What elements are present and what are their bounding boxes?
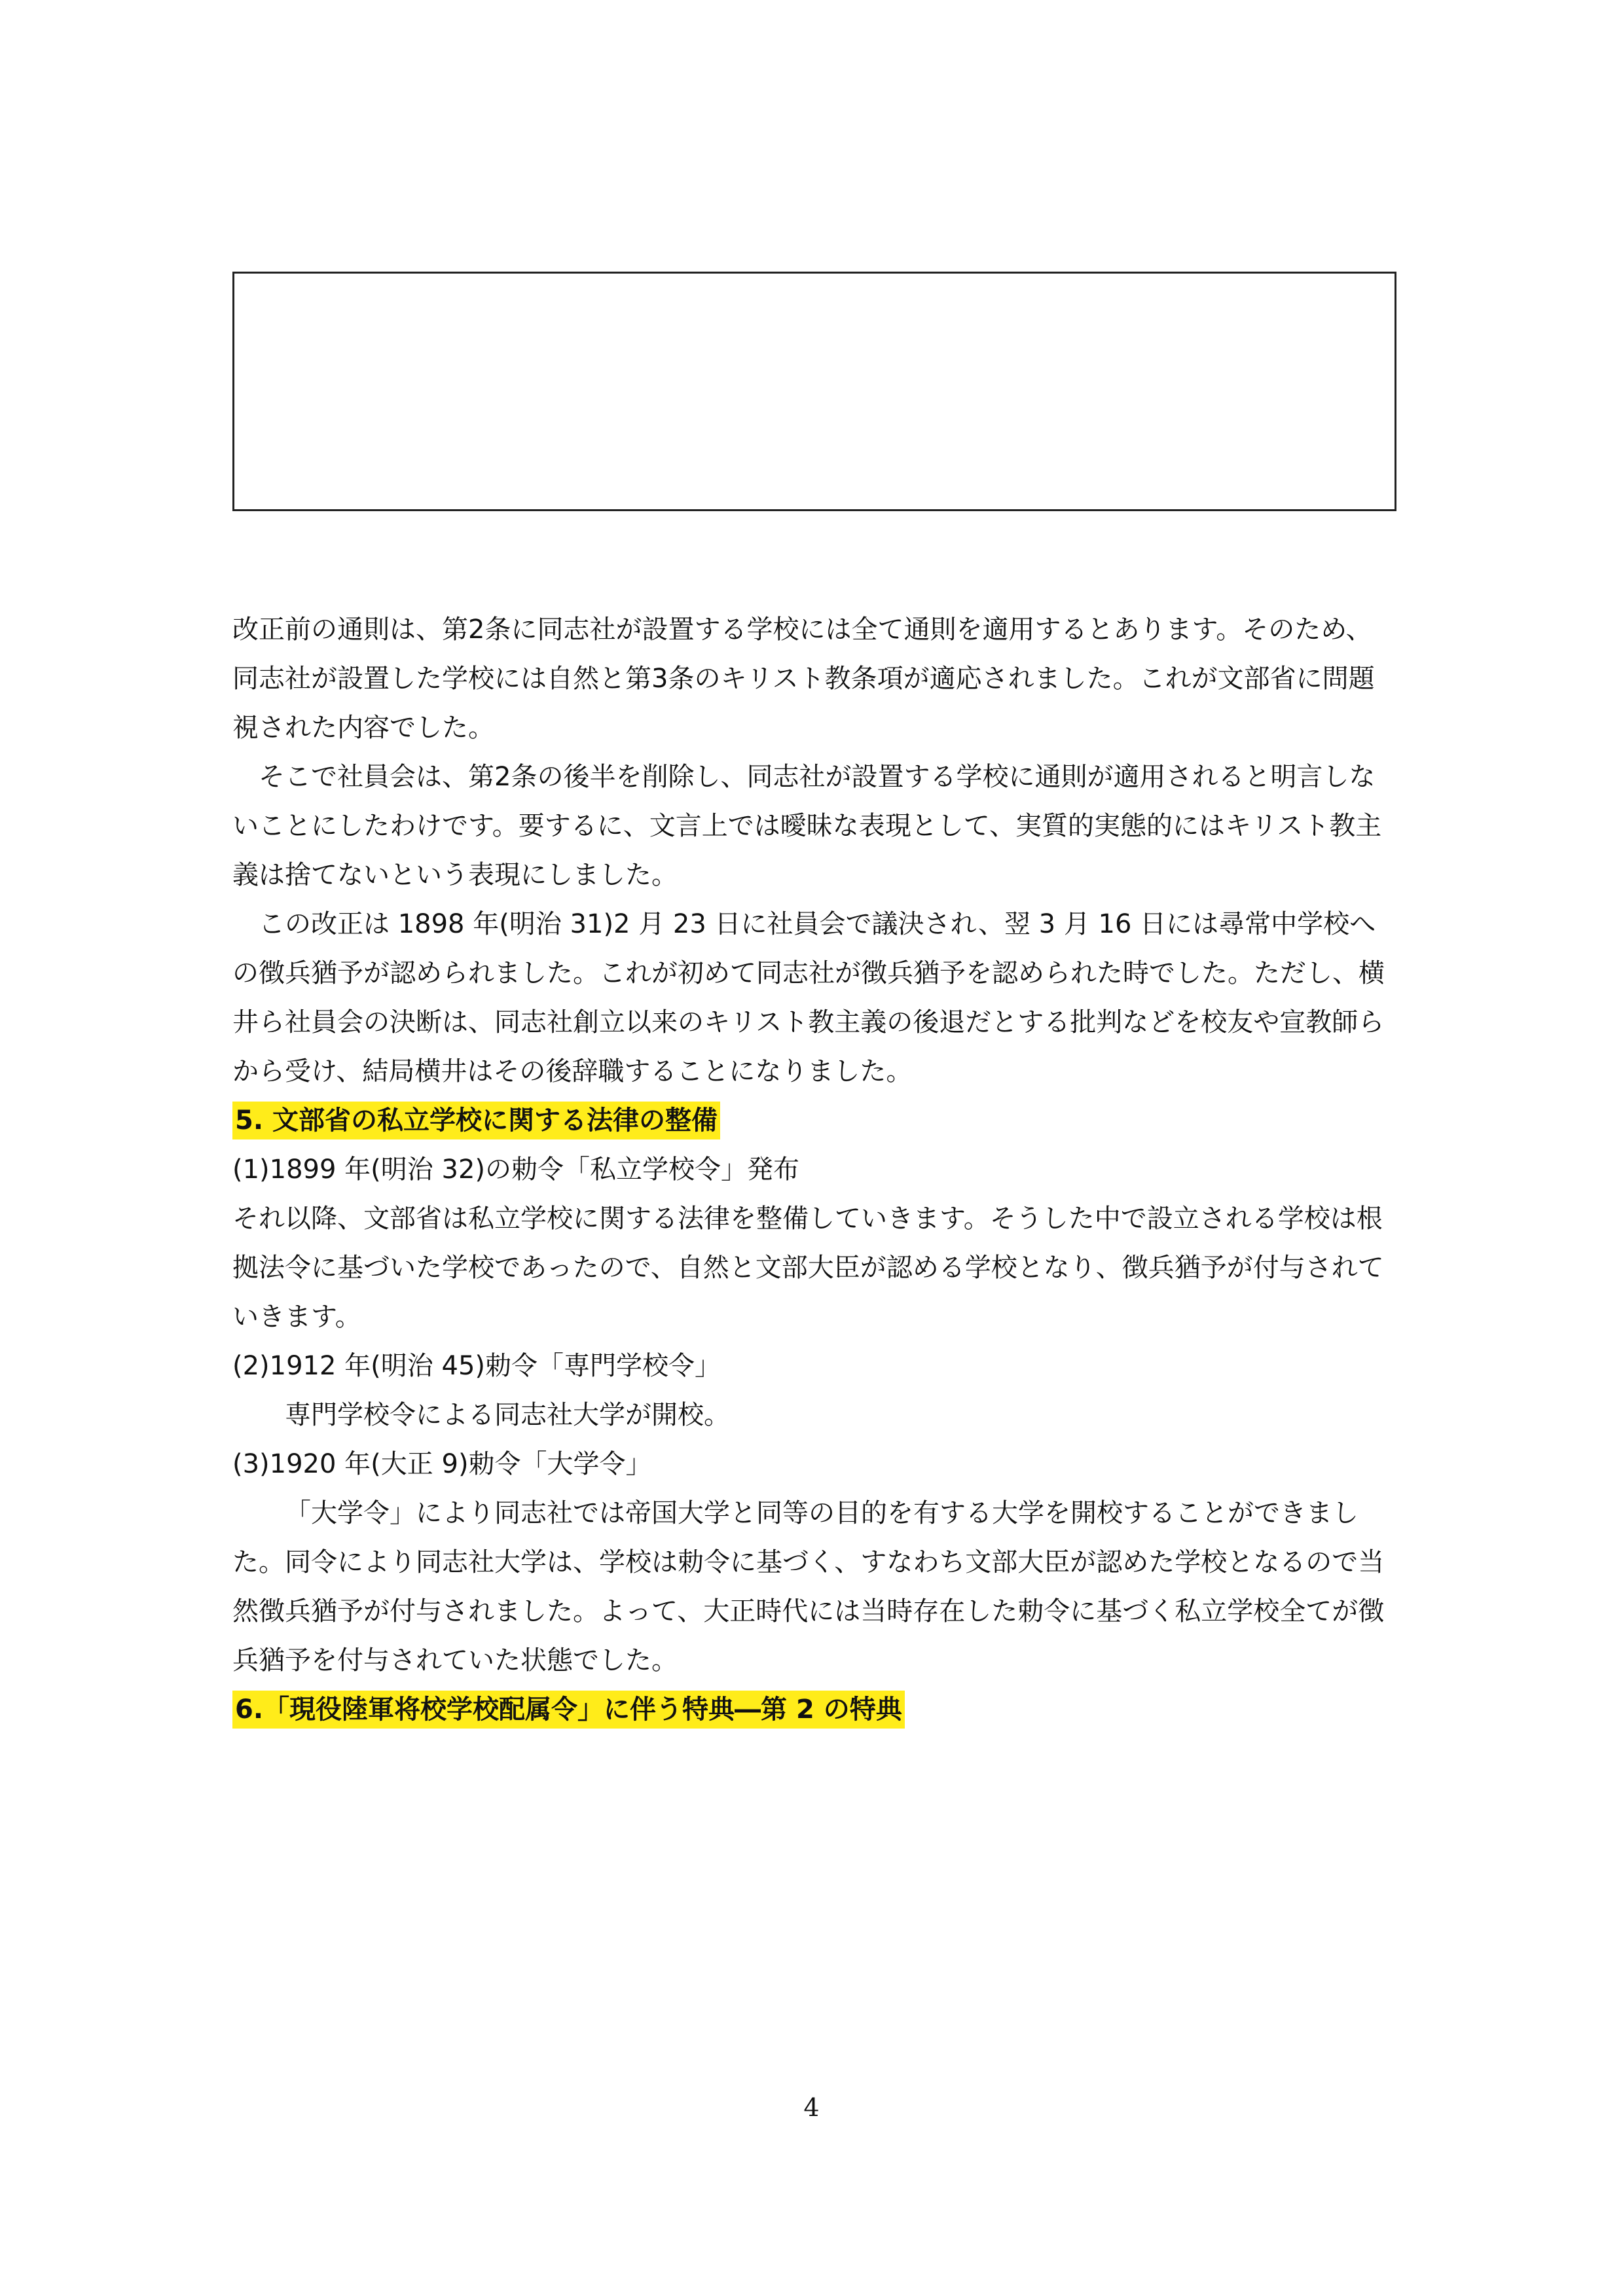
section-5-heading-text: 5. 文部省の私立学校に関する法律の整備 — [232, 1102, 720, 1139]
paragraph-2: そこで社員会は、第2条の後半を削除し、同志社が設置する学校に通則が適用されると明言しないことにしたわけです。要するに、文言上では曖昧な表現として、実質的実態的にはキリスト教主義は捨てないという表現にしました。 — [232, 762, 1382, 890]
page-number: 4 — [803, 2093, 820, 2122]
section-5-item-2-body: 専門学校令による同志社大学が開校。 — [285, 1400, 730, 1430]
section-6-heading-text: 6.「現役陸軍将校学校配属令」に伴う特典―第 2 の特典 — [232, 1691, 905, 1729]
section-5-item-3-body: 「大学令」により同志社では帝国大学と同等の目的を有する大学を開校することができました。同令により同志社大学は、学校は勅令に基づく、すなわち文部大臣が認めた学校となるので当然徴兵猶予が付与されました。よって、大正時代には当時存在した勅令に基づく私立学校全てが徴兵猶予を付与されていた状態でした。 — [232, 1498, 1385, 1676]
paragraph-3: この改正は 1898 年(明治 31)2 月 23 日に社員会で議決され、翌 3 月 16 日には尋常中学校への徴兵猶予が認められました。これが初めて同志社が徴兵猶予を認められた時でした。ただし、横井ら社員会の決断は、同志社創立以来のキリスト教主義の後退だとする批判などを校友や宣教師らから受け、結局横井はその後辞職することになりました。 — [232, 909, 1385, 1086]
paragraph-1: 改正前の通則は、第2条に同志社が設置する学校には全て通則を適用するとあります。そのため、同志社が設置した学校には自然と第3条のキリスト教条項が適応されました。これが文部省に問題視された内容でした。 — [232, 615, 1375, 743]
section-5-heading — [232, 1096, 1395, 1145]
section-6-heading — [232, 1685, 1395, 1734]
section-5-item-1-title: (1)1899 年(明治 32)の勅令「私立学校令」発布 — [232, 1155, 799, 1185]
empty-framed-box — [232, 272, 1396, 511]
section-5-item-3-title: (3)1920 年(大正 9)勅令「大学令」 — [232, 1449, 652, 1479]
body-content — [232, 605, 1395, 1734]
section-5-item-1-body: それ以降、文部省は私立学校に関する法律を整備していきます。そうした中で設立される学校は根拠法令に基づいた学校であったので、自然と文部大臣が認める学校となり、徴兵猶予が付与されていきます。 — [232, 1204, 1384, 1332]
section-5-item-2-title: (2)1912 年(明治 45)勅令「専門学校令」 — [232, 1351, 721, 1381]
